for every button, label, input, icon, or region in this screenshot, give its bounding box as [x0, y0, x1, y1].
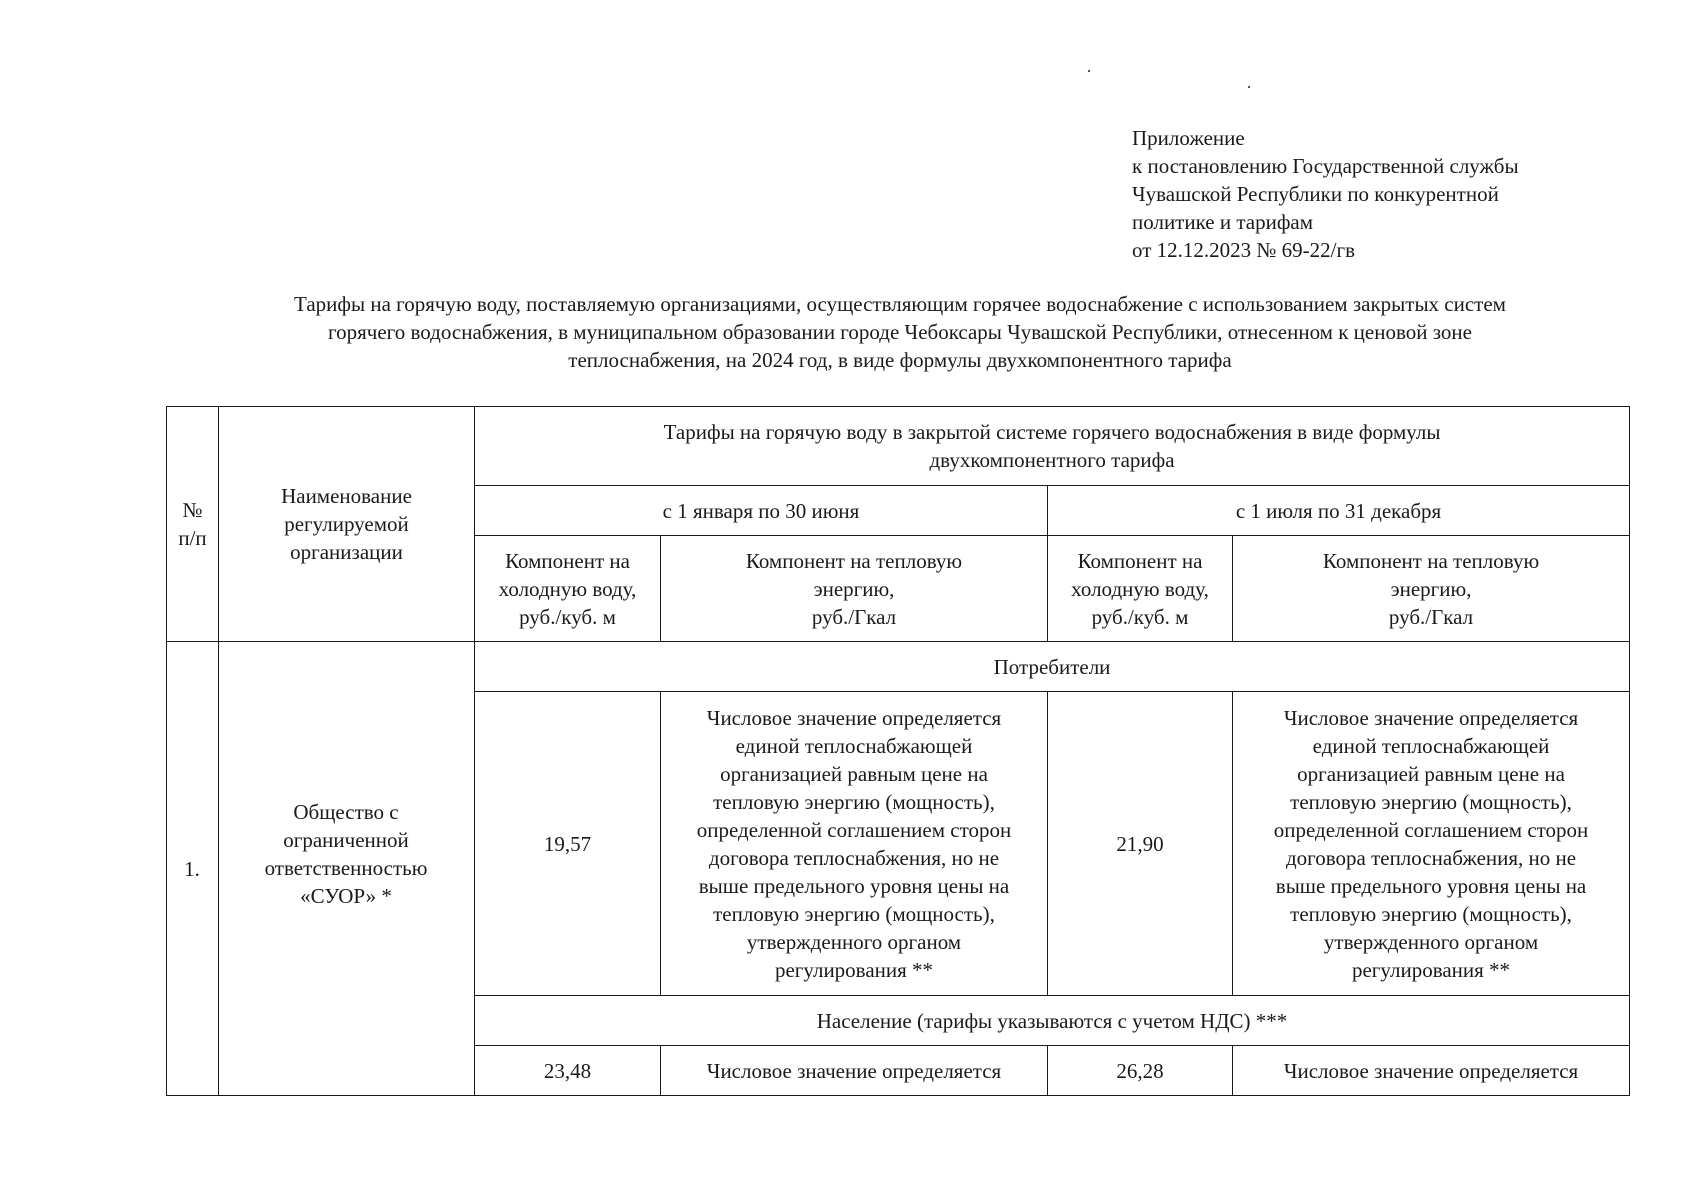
- row-number-text: 1.: [184, 857, 200, 881]
- title-line: горячего водоснабжения, в муниципальном образовании городе Чебоксары Чувашской Республики, отнесенном к ценовой зоне: [328, 320, 1472, 344]
- appendix-line: Приложение: [1132, 126, 1245, 150]
- consumers-cold-water-2: 21,90: [1048, 692, 1233, 996]
- consumers-cold-water-1: 19,57: [475, 692, 661, 996]
- header-heat-energy-2: Компонент на тепловую энергию, руб./Гкал: [1233, 536, 1630, 642]
- consumers-heat-energy-2: Числовое значение определяется единой теплоснабжающей организацией равным цене на тепловую энергию (мощность), определенной соглашением сторон договора теплоснабжения, но не выше предельного уровня цены на тепловую энергию (мощность), утвержденного органом регулирования **: [1233, 692, 1630, 996]
- title-line: теплоснабжения, на 2024 год, в виде формулы двухкомпонентного тарифа: [568, 348, 1232, 372]
- population-cold-water-1: 23,48: [475, 1046, 661, 1096]
- appendix-line: Чувашской Республики по конкурентной: [1132, 182, 1499, 206]
- header-cold-water-1: Компонент на холодную воду, руб./куб. м: [475, 536, 661, 642]
- row-organization-text: Общество с ограниченной ответственностью «СУОР» *: [264, 800, 428, 908]
- title-line: Тарифы на горячую воду, поставляемую организациями, осуществляющим горячее водоснабжение с использованием закрытых систем: [294, 292, 1506, 316]
- section-population: Население (тарифы указываются с учетом НДС) ***: [475, 996, 1630, 1046]
- population-heat-energy-2: Числовое значение определяется: [1233, 1046, 1630, 1096]
- appendix-line: к постановлению Государственной службы: [1132, 154, 1519, 178]
- scan-speck: [1248, 86, 1250, 88]
- document-title: [160, 290, 1640, 374]
- header-cold-water-2: Компонент на холодную воду, руб./куб. м: [1048, 536, 1233, 642]
- appendix-block: [1132, 124, 1519, 264]
- header-organization: Наименование регулируемой организации: [219, 407, 475, 642]
- tariff-table: [166, 406, 1630, 1096]
- header-period-1: с 1 января по 30 июня: [475, 486, 1048, 536]
- scan-speck: [1088, 70, 1090, 72]
- section-consumers: Потребители: [475, 642, 1630, 692]
- header-tariff-group: Тарифы на горячую воду в закрытой системе горячего водоснабжения в виде формулы двухкомпонентного тарифа: [475, 407, 1630, 486]
- appendix-line: политике и тарифам: [1132, 210, 1314, 234]
- consumers-heat-energy-1: Числовое значение определяется единой теплоснабжающей организацией равным цене на тепловую энергию (мощность), определенной соглашением сторон договора теплоснабжения, но не выше предельного уровня цены на тепловую энергию (мощность), утвержденного органом регулирования **: [661, 692, 1048, 996]
- population-cold-water-2: 26,28: [1048, 1046, 1233, 1096]
- appendix-line: от 12.12.2023 № 69-22/гв: [1132, 238, 1356, 262]
- header-number: № п/п: [167, 407, 219, 642]
- population-heat-energy-1: Числовое значение определяется: [661, 1046, 1048, 1096]
- header-heat-energy-1: Компонент на тепловую энергию, руб./Гкал: [661, 536, 1048, 642]
- header-period-2: с 1 июля по 31 декабря: [1048, 486, 1630, 536]
